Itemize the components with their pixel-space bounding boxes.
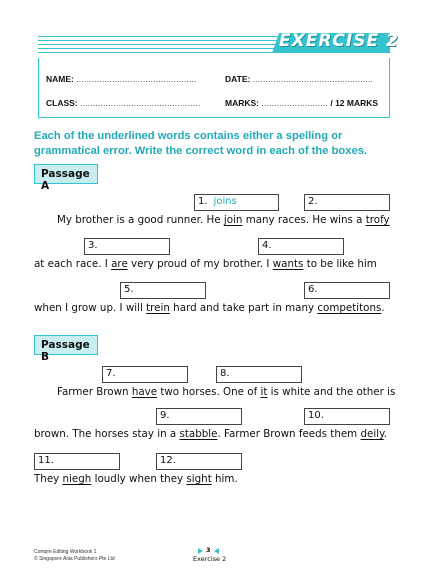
underlined-word: deily	[360, 428, 384, 440]
answer-box-number: 11.	[38, 455, 54, 466]
marks-total: / 12 MARKS	[330, 98, 379, 108]
underlined-word: trofy	[365, 214, 390, 226]
page-marker-icon	[214, 548, 219, 554]
answer-box-2[interactable]	[304, 194, 390, 211]
answer-box-5[interactable]	[120, 282, 206, 299]
text: . Farmer Brown feeds them	[217, 428, 361, 440]
page-number: 3	[206, 546, 211, 554]
marks-label: MARKS:	[225, 98, 259, 108]
underlined-word: niegh	[62, 473, 92, 485]
text: at each race. I	[34, 258, 112, 270]
passage-b-line-2	[34, 428, 387, 440]
name-field[interactable]: ...............................................	[76, 74, 197, 84]
answer-box-number: 2.	[308, 196, 318, 207]
text: They	[34, 473, 63, 485]
answer-box-9[interactable]	[156, 408, 242, 425]
text: brown. The horses stay in a	[34, 428, 180, 440]
answer-box-7[interactable]	[102, 366, 188, 383]
text: .	[381, 302, 385, 314]
exercise-title: EXERCISE 2	[279, 31, 399, 51]
answer-box-1[interactable]	[194, 194, 279, 211]
page-marker-icon	[198, 548, 203, 554]
instructions: Each of the underlined words contains either a spelling or grammatical error. Write the correct word in each of the boxes.	[34, 130, 368, 157]
text: to be like him	[303, 258, 377, 270]
answer-box-10[interactable]	[304, 408, 390, 425]
marks-field[interactable]: ..........................	[261, 98, 328, 108]
underlined-word: stabble	[179, 428, 218, 440]
student-info-box	[38, 58, 390, 118]
date-label: DATE:	[225, 74, 251, 84]
text: two horses. One of	[157, 386, 261, 398]
underlined-word: wants	[272, 258, 304, 270]
answer-box-number: 6.	[308, 284, 318, 295]
text: when I grow up. I will	[34, 302, 147, 314]
passage-a-line-3	[34, 302, 385, 314]
text: loudly when they	[91, 473, 187, 485]
text: Farmer Brown	[57, 386, 132, 398]
answer-box-8[interactable]	[216, 366, 302, 383]
underlined-word: competitons	[317, 302, 382, 314]
underlined-word: sight	[186, 473, 212, 485]
passage-a-line-2	[34, 258, 377, 270]
answer-box-number: 3.	[88, 240, 98, 251]
underlined-word: have	[131, 386, 158, 398]
answer-box-12[interactable]	[156, 453, 242, 470]
class-label: CLASS:	[46, 98, 78, 108]
answer-box-number: 12.	[160, 455, 176, 466]
name-row	[46, 74, 197, 84]
text: very proud of my brother. I	[127, 258, 273, 270]
date-field[interactable]: ...............................................	[252, 74, 374, 84]
text: is white and the other is	[267, 386, 396, 398]
page-label: Exercise 2	[193, 555, 227, 563]
text: hard and take part in many	[169, 302, 318, 314]
answer-box-number: 7.	[106, 368, 116, 379]
underlined-word: trein	[146, 302, 170, 314]
answer-box-4[interactable]	[258, 238, 344, 255]
date-row	[225, 74, 373, 84]
footer-book: Compre Editing Workbook 1	[34, 549, 97, 555]
class-row	[46, 98, 200, 108]
answer-box-number: 5.	[124, 284, 134, 295]
underlined-word: it	[260, 386, 268, 398]
answer-box-number: 10.	[308, 410, 324, 421]
passage-b-label: Passage B	[34, 335, 98, 355]
marks-row	[225, 98, 378, 108]
name-label: NAME:	[46, 74, 74, 84]
answer-box-6[interactable]	[304, 282, 390, 299]
footer-publisher: © Singapore Asia Publishers Pte Ltd	[34, 556, 115, 562]
passage-b-line-1	[57, 386, 395, 398]
answer-box-number: 1.	[198, 196, 208, 207]
text: him.	[211, 473, 238, 485]
underlined-word: are	[111, 258, 128, 270]
passage-b-line-3	[34, 473, 238, 485]
class-field[interactable]: ...............................................	[80, 98, 201, 108]
answer-box-3[interactable]	[84, 238, 170, 255]
text: many races. He wins a	[242, 214, 366, 226]
underlined-word: join	[223, 214, 243, 226]
answer-box-number: 4.	[262, 240, 272, 251]
answer-box-number: 8.	[220, 368, 230, 379]
text: My brother is a good runner. He	[57, 214, 224, 226]
passage-a-label: Passage A	[34, 164, 98, 184]
text: .	[383, 428, 387, 440]
answer-box-number: 9.	[160, 410, 170, 421]
passage-a-line-1	[57, 214, 390, 226]
answer-text: joins	[213, 196, 237, 207]
answer-box-11[interactable]	[34, 453, 120, 470]
